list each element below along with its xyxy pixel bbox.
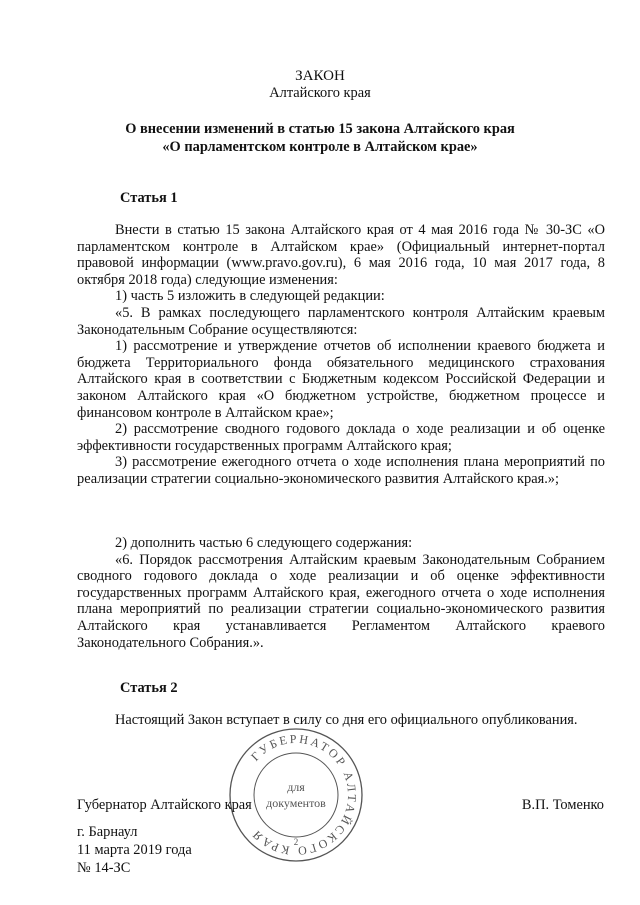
paragraph: «6. Порядок рассмотрения Алтайским краевым Законодательным Собранием сводного годового доклада о ходе реализации и об оценке эффективности государственных программ Алтайского края, ежегодного отчета о ходе исполнения плана мероприятий по реализации стратегии социально-экономического развития Алтайского края устанавливается Регламентом Алтайского краевого Законодательного Собрания.». — [77, 551, 605, 651]
document-title: ЗАКОН — [295, 68, 345, 84]
governor-name: В.П. Томенко — [521, 797, 604, 813]
paragraph: «5. В рамках последующего парламентского контроля Алтайским краевым Законодательным Собрание осуществляются: — [77, 304, 605, 338]
svg-text:ГУБЕРНАТОР АЛТАЙСКОГО КРАЯ: ГУБЕРНАТОР АЛТАЙСКОГО КРАЯ — [248, 731, 360, 859]
paragraph: 2) дополнить частью 6 следующего содержания: — [115, 535, 413, 551]
official-seal — [228, 727, 364, 863]
paragraph: 3) рассмотрение ежегодного отчета о ходе исполнения плана мероприятий по реализации стратегии социально-экономического развития Алтайского края.»; — [77, 454, 605, 487]
article-2-label: Статья 2 — [120, 680, 178, 696]
paragraph: Настоящий Закон вступает в силу со дня его официального опубликования. — [115, 712, 578, 728]
law-heading-line-1: О внесении изменений в статью 15 закона Алтайского края — [125, 121, 515, 137]
article-1-label: Статья 1 — [120, 190, 178, 206]
law-number: № 14-ЗС — [77, 860, 131, 876]
stamp-center-line-1: для — [287, 780, 305, 794]
place-of-signing: г. Барнаул — [77, 824, 138, 840]
document-subtitle: Алтайского края — [269, 85, 371, 101]
governor-title: Губернатор Алтайского края — [77, 797, 252, 813]
article-1-body-continued — [77, 535, 605, 651]
stamp-number: 2 — [293, 837, 299, 847]
stamp-center-line-2: документов — [266, 796, 326, 810]
paragraph: Внести в статью 15 закона Алтайского края от 4 мая 2016 года № 30-ЗС «О парламентском контроле в Алтайском крае» (Официальный интернет-портал правовой информации (www.pravo.gov.ru), 6 мая 2016 года, 10 мая 2017 года, 8 октября 2018 года) следующие изменения: — [77, 222, 605, 288]
paragraph: 1) часть 5 изложить в следующей редакции: — [115, 288, 385, 305]
paragraph: 2) рассмотрение сводного годового доклада о ходе реализации и об оценке эффективности государственных программ Алтайского края; — [77, 421, 605, 454]
article-1-body — [77, 222, 605, 488]
law-heading-line-2: «О парламентском контроле в Алтайском крае» — [162, 139, 478, 155]
signing-date: 11 марта 2019 года — [77, 842, 192, 858]
paragraph: 1) рассмотрение и утверждение отчетов об исполнении краевого бюджета и бюджета Территориального фонда обязательного медицинского страхования Алтайского края в соответствии с Бюджетным кодексом Российской Федерации и законом Алтайского края «О бюджетном устройстве, бюджетном процессе и финансовом контроле в Алтайском крае»; — [77, 338, 605, 421]
